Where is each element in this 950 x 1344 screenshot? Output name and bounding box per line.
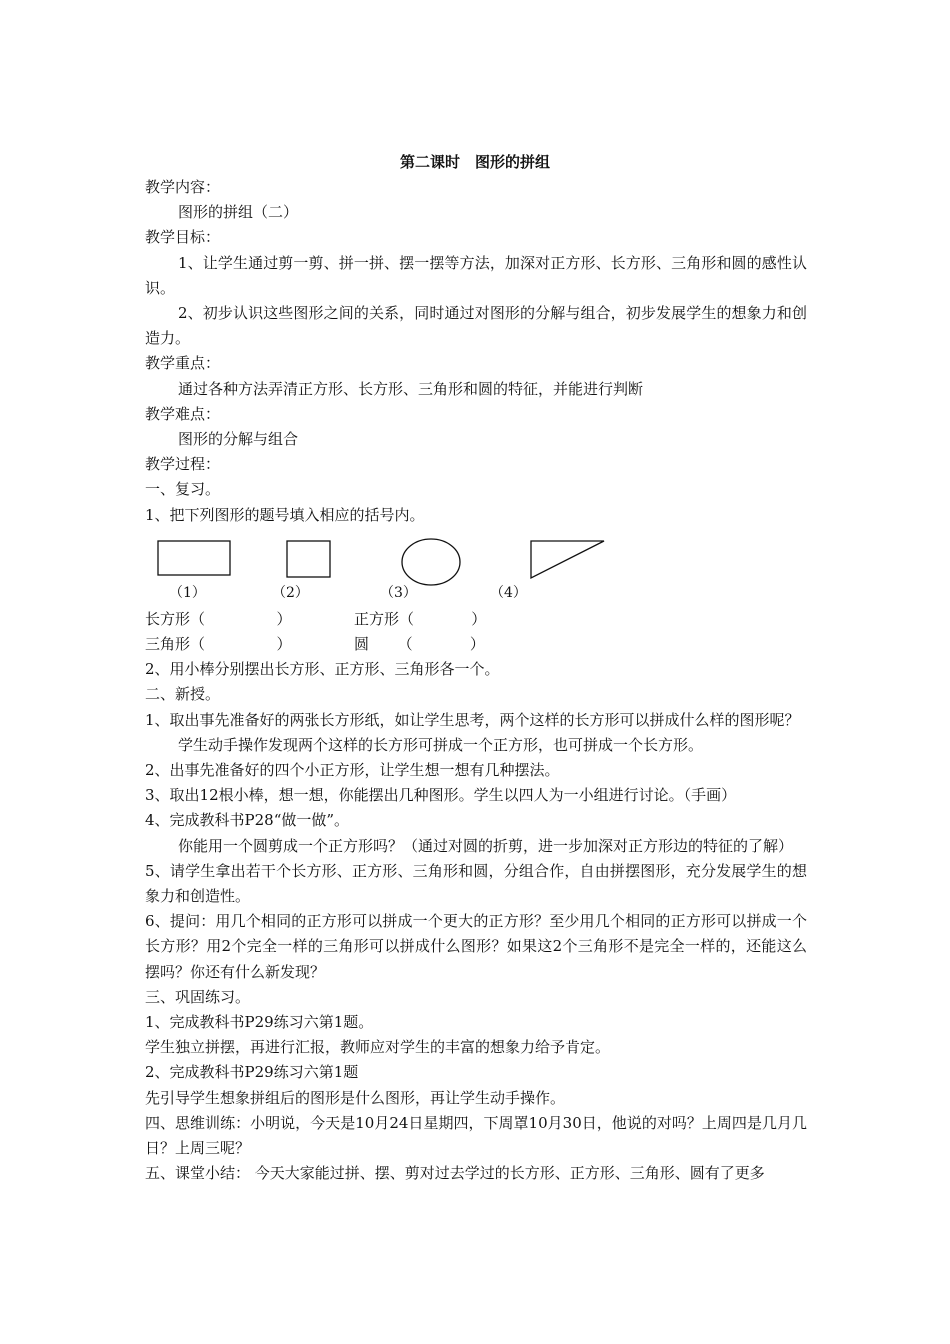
practice-item-1-detail: 学生独立拼摆，再进行汇报，教师应对学生的丰富的想象力给予肯定。 [145,1038,611,1057]
practice-item-2-detail: 先引导学生想象拼组后的图形是什么图形，再让学生动手操作。 [145,1088,566,1107]
square-shape [287,541,330,577]
fill-row-2 [145,632,807,657]
new-item-6: 6、提问：用几个相同的正方形可以拼成一个更大的正方形？至少用几个相同的正方形可以拼成一个长方形？用2个完全一样的三角形可以拼成什么图形？如果这2个三角形不是完全一样的，还能这么摆吗？你还有什么新发现？ [145,912,807,981]
key-point-heading: 教学重点： [145,354,221,373]
practice-item-1: 1、完成教科书P29练习六第1题。 [145,1013,374,1032]
new-item-3: 3、取出12根小棒，想一想，你能摆出几种图形。学生以四人为一小组进行讨论。（手画） [145,786,737,805]
new-item-1-detail: 学生动手操作发现两个这样的长方形可拼成一个正方形，也可拼成一个长方形。 [178,735,704,754]
review-item-1: 1、把下列图形的题号填入相应的括号内。 [145,505,425,524]
fill-rectangle: 长方形（ ） [145,609,292,628]
new-item-2: 2、出事先准备好的四个小正方形，让学生想一想有几种摆法。 [145,761,560,780]
shape-label-2: （2） [272,584,309,601]
practice-heading: 三、巩固练习。 [145,987,251,1006]
fill-circle: 圆 （ ） [354,635,485,654]
fill-square: 正方形（ ） [354,609,487,628]
page-title: 第二课时 图形的拼组 [399,153,550,171]
shapes-drawing [145,531,807,607]
process-heading: 教学过程： [145,455,221,474]
shape-label-4: （4） [490,584,527,601]
difficulty-text: 图形的分解与组合 [178,430,299,449]
new-item-1: 1、取出事先准备好的两张长方形纸，如让学生思考，两个这样的长方形可以拼成什么样的图形呢？ [145,710,800,729]
circle-shape [402,539,460,585]
shape-figures [145,531,807,607]
new-item-4-detail: 你能用一个圆剪成一个正方形吗？（通过对圆的折剪，进一步加深对正方形边的特征的了解） [178,836,794,855]
triangle-shape [531,541,604,578]
key-point-text: 通过各种方法弄清正方形、长方形、三角形和圆的特征，并能进行判断 [178,379,644,398]
practice-item-2: 2、完成教科书P29练习六第1题 [145,1063,359,1082]
document-body [145,175,807,1186]
new-lesson-heading: 二、新授。 [145,685,221,704]
new-item-5: 5、请学生拿出若干个长方形、正方形、三角形和圆，分组合作，自由拼摆图形，充分发展学生的想象力和创造性。 [145,861,807,906]
goal-item-2: 2、初步认识这些图形之间的关系，同时通过对图形的分解与组合，初步发展学生的想象力和创造力。 [145,304,807,348]
shape-label-3: （3） [380,584,417,601]
review-item-2: 2、用小棒分别摆出长方形、正方形、三角形各一个。 [145,660,500,679]
fill-row-1 [145,607,807,632]
goal-item-1: 1、让学生通过剪一剪、拼一拼、摆一摆等方法，加深对正方形、长方形、三角形和圆的感性认识。 [145,253,807,297]
content-text: 图形的拼组（二） [178,203,299,222]
new-item-4: 4、完成教科书P28“做一做”。 [145,811,350,830]
thinking-training: 四、思维训练：小明说，今天是10月24日星期四，下周罩10月30日，他说的对吗？上周四是几月几日？上周三呢？ [145,1113,807,1158]
difficulty-heading: 教学难点： [145,404,221,423]
rectangle-shape [158,541,230,575]
class-summary: 五、课堂小结： 今天大家能过拼、摆、剪对过去学过的长方形、正方形、三角形、圆有了更多 [145,1164,765,1183]
review-heading: 一、复习。 [145,480,221,499]
goal-heading: 教学目标： [145,228,221,247]
content-heading: 教学内容： [145,178,221,196]
shape-label-1: （1） [169,584,206,601]
fill-triangle: 三角形（ ） [145,635,292,654]
